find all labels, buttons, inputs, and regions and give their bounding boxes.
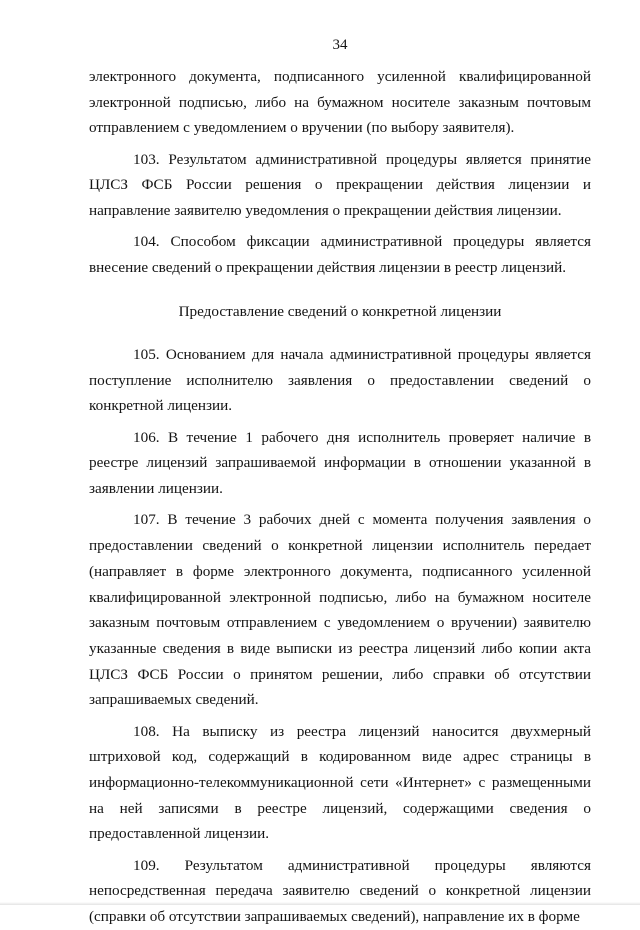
- paragraph-105: 105. Основанием для начала административной процедуры является поступление исполнителю заявления о предоставлении сведений о конкретной лицензии.: [89, 346, 591, 415]
- paragraph-104: 104. Способом фиксации административной процедуры является внесение сведений о прекращении действия лицензии в реестр лицензий.: [89, 233, 591, 277]
- paragraph-109: 109. Результатом административной процедуры являются непосредственная передача заявителю сведений о конкретной лицензии (справки об отсутствии запрашиваемых сведений), направление их в форме: [89, 856, 591, 926]
- paragraph-103: 103. Результатом административной процедуры является принятие ЦЛСЗ ФСБ России решения о прекращении действия лицензии и направление заявителю уведомления о прекращении действия лицензии.: [89, 150, 591, 220]
- paragraph-continuation: электронного документа, подписанного усиленной квалифицированной электронной подписью, либо на бумажном носителе заказным почтовым отправлением с уведомлением о вручении (по выбору заявителя).: [89, 68, 591, 137]
- document-body: [89, 64, 591, 930]
- paragraph-107: 107. В течение 3 рабочих дней с момента получения заявления о предоставлении сведений о конкретной лицензии исполнитель передает (направляет в форме электронного документа, подписанного усиленной квалифицированной электронной подписью, либо на бумажном носителе заказным почтовым отправлением с уведомлением о вручении) заявителю указанные сведения в виде выписки из реестра лицензий либо копии акта ЦЛСЗ ФСБ России о принятом решении, либо справки об отсутствии запрашиваемых сведений.: [89, 511, 591, 709]
- page-number: 34: [332, 37, 348, 53]
- paragraph-108: 108. На выписку из реестра лицензий наносится двухмерный штриховой код, содержащий в кодированном виде адрес страницы в информационно-телекоммуникационной сети «Интернет» с размещенными на ней записями в реестре лицензий, содержащими сведения о предоставленной лицензии.: [89, 722, 591, 843]
- paragraph-106: 106. В течение 1 рабочего дня исполнитель проверяет наличие в реестре лицензий запрашиваемой информации в отношении указанной в заявлении лицензии.: [89, 428, 591, 498]
- section-heading: Предоставление сведений о конкретной лицензии: [178, 302, 502, 320]
